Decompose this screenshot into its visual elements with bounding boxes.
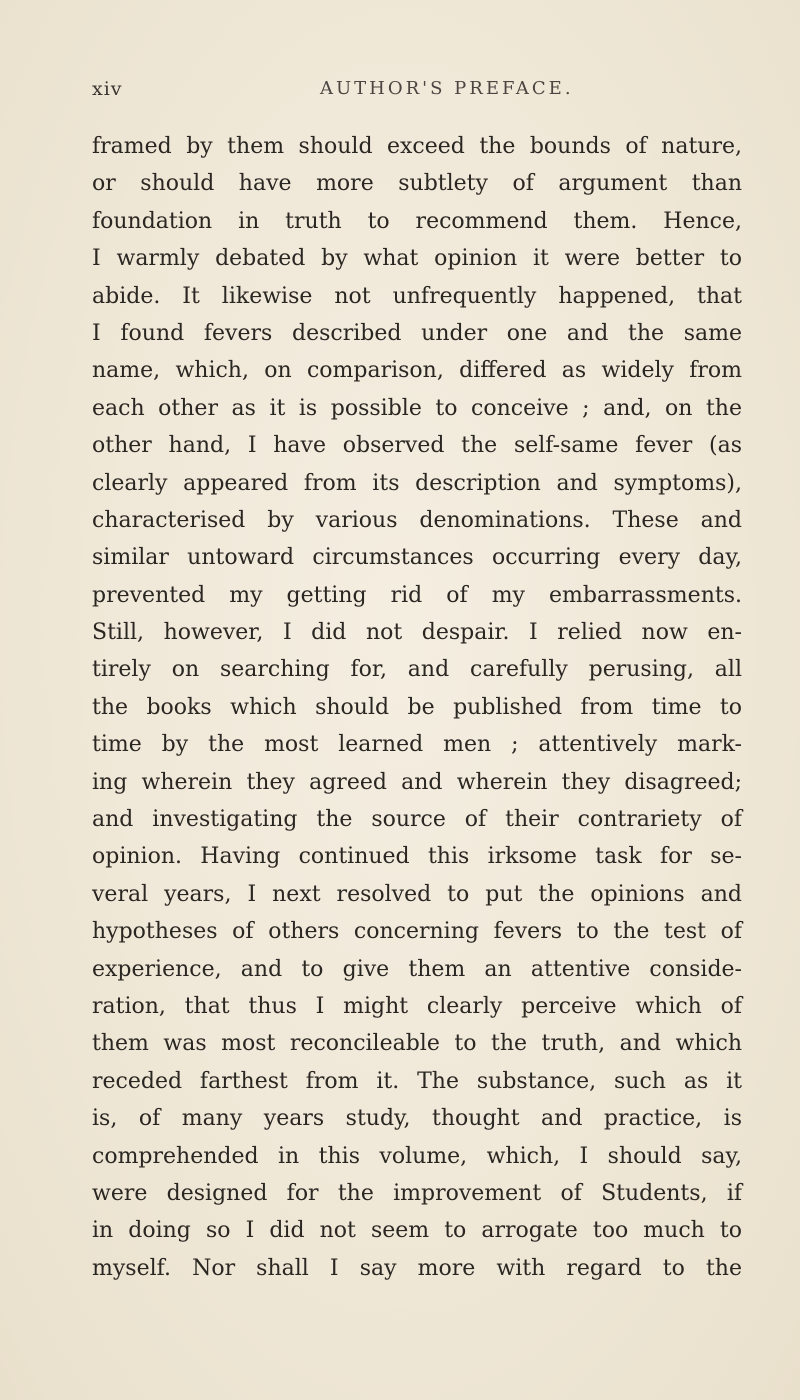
text-line: characterised by various denominations. These and bbox=[92, 507, 742, 533]
text-line: experience, and to give them an attentive conside- bbox=[92, 956, 742, 982]
page-number: xiv bbox=[92, 78, 123, 100]
text-line: myself. Nor shall I say more with regard to the bbox=[92, 1255, 742, 1281]
body-text bbox=[92, 128, 742, 1287]
text-line: foundation in truth to recommend them. Hence, bbox=[92, 208, 742, 234]
text-line: and investigating the source of their contrariety of bbox=[92, 807, 742, 833]
text-line: opinion. Having continued this irksome task for se- bbox=[92, 844, 742, 870]
text-line: time by the most learned men ; attentively mark- bbox=[92, 732, 742, 758]
text-line: ration, that thus I might clearly perceive which of bbox=[92, 993, 742, 1019]
text-line: receded farthest from it. The substance, such as it bbox=[92, 1068, 742, 1094]
text-line: them was most reconcileable to the truth, and which bbox=[92, 1031, 742, 1057]
text-line: or should have more subtlety of argument than bbox=[92, 171, 742, 197]
text-line: abide. It likewise not unfrequently happened, that bbox=[92, 283, 742, 309]
text-line: in doing so I did not seem to arrogate too much to bbox=[92, 1218, 742, 1244]
text-line: the books which should be published from time to bbox=[92, 694, 742, 720]
text-line: other hand, I have observed the self-same fever (as bbox=[92, 433, 742, 459]
text-line: I found fevers described under one and the same bbox=[92, 320, 742, 346]
text-line: clearly appeared from its description and symptoms), bbox=[92, 470, 742, 496]
text-line: name, which, on comparison, differed as widely from bbox=[92, 358, 742, 384]
text-line: were designed for the improvement of Students, if bbox=[92, 1180, 742, 1206]
running-head: AUTHOR'S PREFACE. bbox=[320, 78, 574, 99]
text-line: tirely on searching for, and carefully perusing, all bbox=[92, 657, 742, 683]
text-line: hypotheses of others concerning fevers to the test of bbox=[92, 919, 742, 945]
text-line: framed by them should exceed the bounds of nature, bbox=[92, 134, 742, 159]
page-header bbox=[92, 78, 730, 108]
text-line: each other as it is possible to conceive ; and, on the bbox=[92, 395, 742, 421]
text-line: veral years, I next resolved to put the opinions and bbox=[92, 881, 742, 907]
text-line: similar untoward circumstances occurring every day, bbox=[92, 545, 742, 571]
text-line: prevented my getting rid of my embarrassments. bbox=[92, 582, 742, 608]
text-line: Still, however, I did not despair. I relied now en- bbox=[92, 620, 742, 646]
text-line: I warmly debated by what opinion it were better to bbox=[92, 246, 742, 272]
text-line: is, of many years study, thought and practice, is bbox=[92, 1106, 742, 1132]
text-line: comprehended in this volume, which, I should say, bbox=[92, 1143, 742, 1169]
text-line: ing wherein they agreed and wherein they disagreed; bbox=[92, 769, 742, 795]
